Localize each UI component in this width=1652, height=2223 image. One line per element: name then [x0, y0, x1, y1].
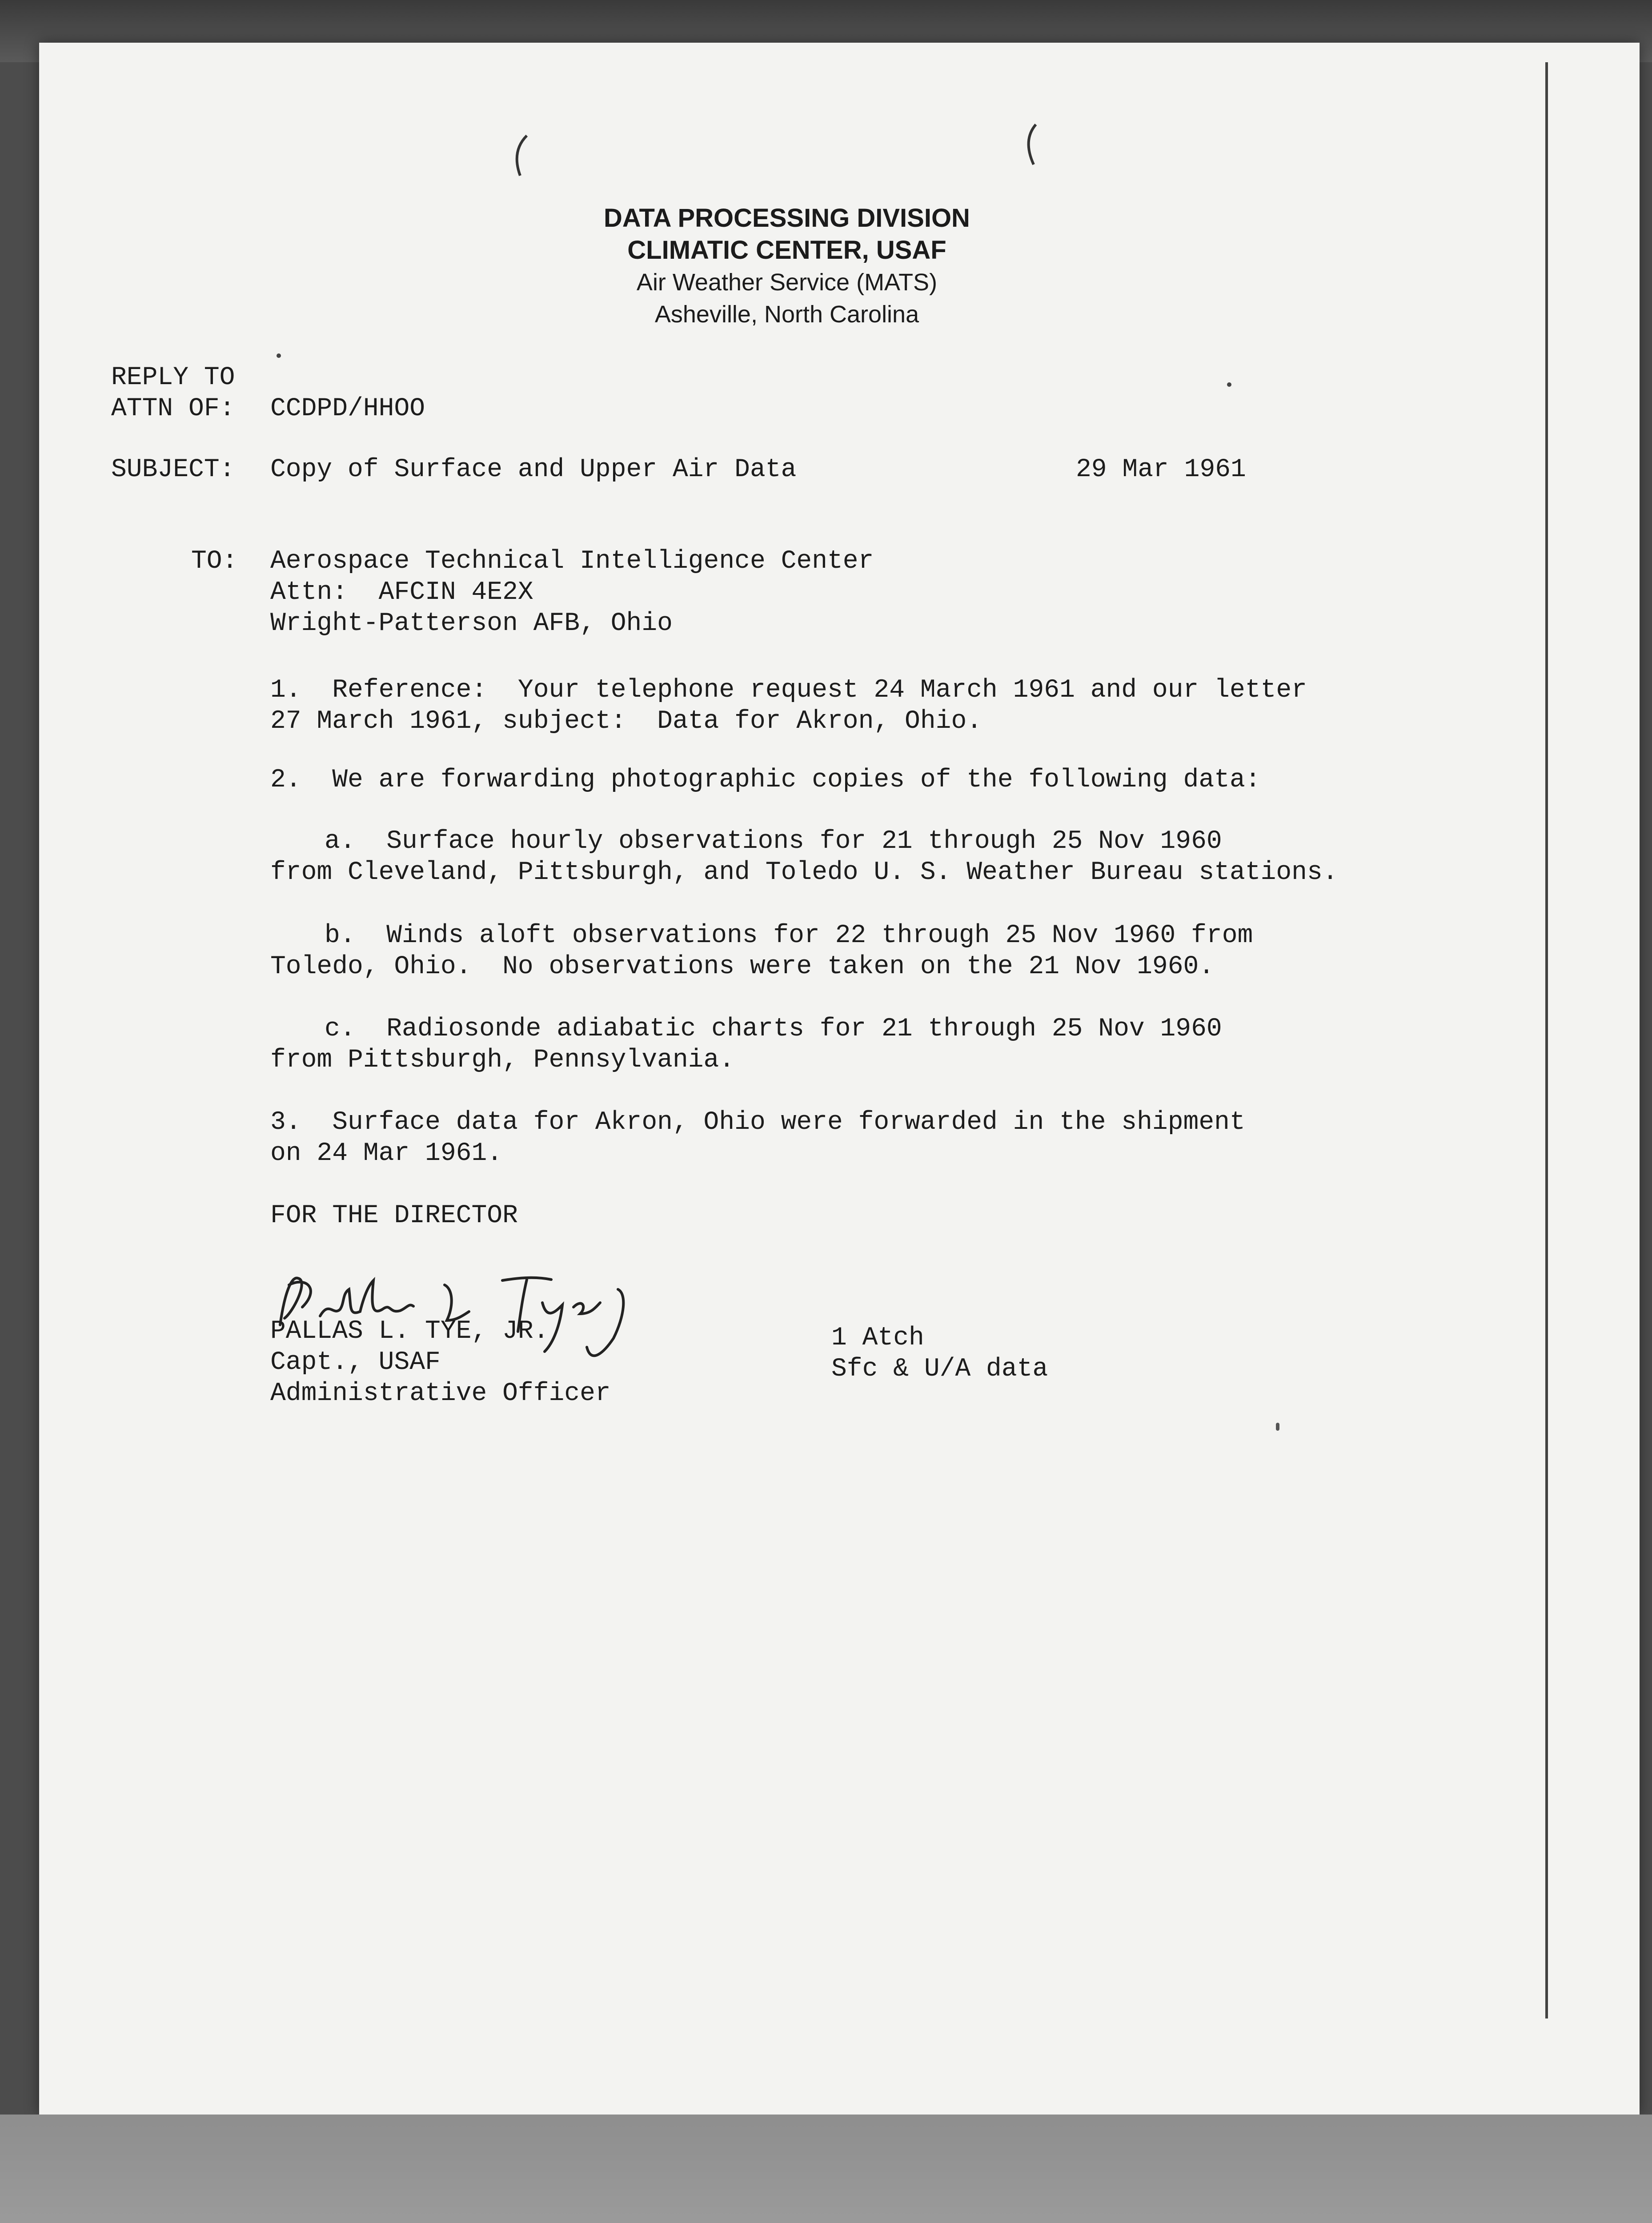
stray-dot [277, 353, 281, 358]
paragraph-3-line-2: on 24 Mar 1961. [270, 1139, 503, 1168]
to-line-3: Wright-Patterson AFB, Ohio [270, 609, 673, 638]
signer-name: PALLAS L. TYE, JR. [270, 1317, 549, 1346]
page-edge-line [1545, 62, 1548, 2018]
letterhead [542, 202, 1031, 330]
letterhead-division: DATA PROCESSING DIVISION [604, 204, 970, 233]
item-a-line-2: from Cleveland, Pittsburgh, and Toledo U. S. Weather Bureau stations. [270, 858, 1338, 887]
paragraph-3-line-1: 3. Surface data for Akron, Ohio were forwarded in the shipment [270, 1108, 1245, 1137]
staple-mark-icon [1018, 122, 1045, 167]
for-the-director: FOR THE DIRECTOR [270, 1201, 518, 1230]
paragraph-1-line-1: 1. Reference: Your telephone request 24 March 1961 and our letter [270, 676, 1307, 705]
attachment-count: 1 Atch [831, 1324, 924, 1352]
item-b-line-2: Toledo, Ohio. No observations were taken on the 21 Nov 1960. [270, 952, 1215, 981]
paragraph-1-line-2: 27 March 1961, subject: Data for Akron, Ohio. [270, 707, 982, 736]
attachment-description: Sfc & U/A data [831, 1355, 1048, 1384]
subject-label: SUBJECT: [111, 455, 235, 484]
letterhead-service: Air Weather Service (MATS) [636, 269, 938, 296]
item-c-line-2: from Pittsburgh, Pennsylvania. [270, 1046, 735, 1075]
to-line-1: Aerospace Technical Intelligence Center [270, 547, 874, 576]
to-line-2: Attn: AFCIN 4E2X [270, 578, 533, 607]
attn-of-value: CCDPD/HHOO [270, 394, 425, 423]
reply-to-label: REPLY TO [111, 363, 235, 392]
stray-dot [1276, 1423, 1279, 1431]
scan-background-sheet [0, 2115, 1652, 2223]
attn-of-label: ATTN OF: [111, 394, 235, 423]
signer-rank: Capt., USAF [270, 1348, 441, 1377]
stray-dot [1227, 382, 1231, 387]
item-c-line-1: c. Radiosonde adiabatic charts for 21 through 25 Nov 1960 [325, 1015, 1222, 1043]
letterhead-center: CLIMATIC CENTER, USAF [627, 236, 946, 265]
item-b-line-1: b. Winds aloft observations for 22 through 25 Nov 1960 from [325, 921, 1253, 950]
subject-value: Copy of Surface and Upper Air Data [270, 455, 797, 484]
to-label: TO: [191, 547, 238, 576]
staple-mark-icon [507, 133, 533, 178]
item-a-line-1: a. Surface hourly observations for 21 through 25 Nov 1960 [325, 827, 1222, 856]
letter-date: 29 Mar 1961 [1076, 455, 1246, 484]
paragraph-2: 2. We are forwarding photographic copies of the following data: [270, 766, 1261, 795]
signer-title: Administrative Officer [270, 1379, 611, 1408]
letterhead-location: Asheville, North Carolina [654, 301, 919, 328]
